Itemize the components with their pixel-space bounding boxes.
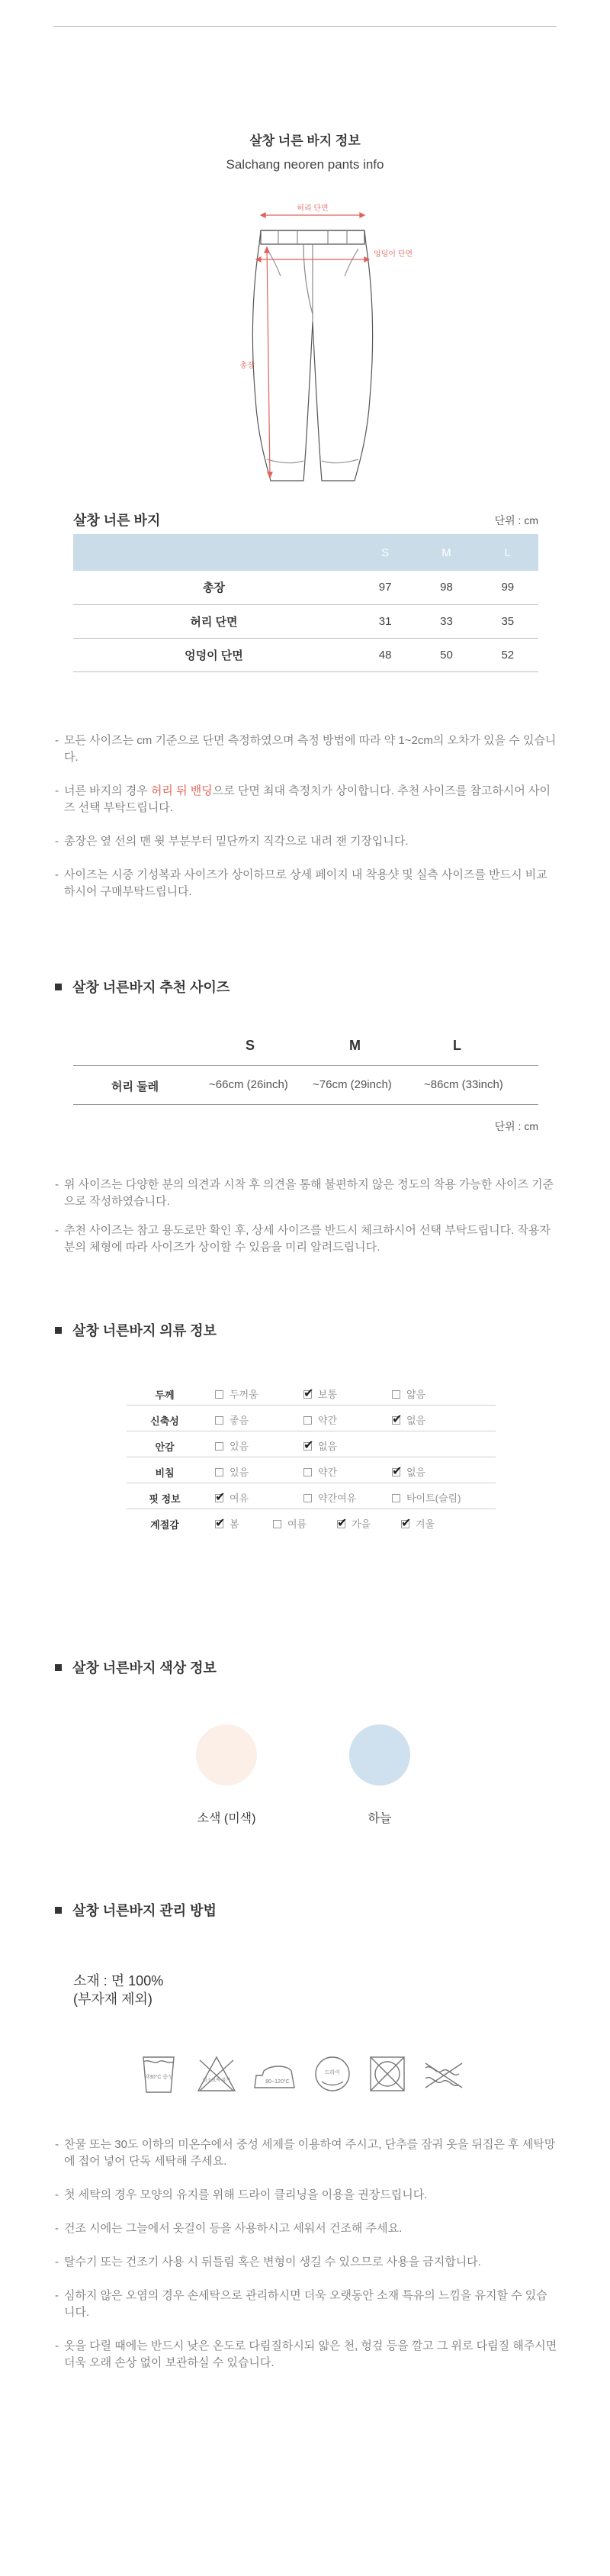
table-cell: 50: [416, 638, 477, 671]
care-section-title: 살창 너른바지 관리 방법: [55, 1900, 217, 1920]
no-tumble-dry-icon: [371, 2057, 404, 2091]
hip-label: 엉덩이 단면: [374, 250, 413, 259]
note-item: - 찬물 또는 30도 이하의 미온수에서 중성 세제를 이용하여 주시고, 단추를 잠궈 옷을 뒤집은 후 세탁망에 접어 넣어 단독 세탁해 주세요.: [55, 2136, 558, 2170]
svg-text:약30°C 중성: 약30°C 중성: [144, 2075, 173, 2080]
table-cell: ~66cm (26inch): [209, 1078, 288, 1091]
table-cell: 52: [477, 638, 538, 671]
svg-text:80~120°C: 80~120°C: [265, 2079, 290, 2085]
size-table-header-cell: [73, 534, 355, 571]
size-table-header-cell: L: [477, 534, 538, 571]
hand-wash-icon: [143, 2057, 174, 2092]
checkbox-icon: [303, 1468, 312, 1476]
size-table-unit: 단위 : cm: [494, 514, 538, 526]
checkbox-icon: [303, 1494, 312, 1502]
top-divider: [53, 26, 557, 27]
option: 타이트(슬림): [392, 1490, 461, 1505]
recommend-notes: [55, 1177, 558, 1261]
bullet-square-icon: [55, 1664, 62, 1671]
note-item: - 탈수기 또는 건조기 사용 시 뒤틀림 혹은 변형이 생길 수 있으므로 사용을 금지합니다.: [55, 2254, 558, 2271]
option: ✔ 없음: [392, 1464, 425, 1479]
color-swatch-skyblue: [349, 1724, 410, 1785]
color-section-title: 살창 너른바지 색상 정보: [55, 1657, 217, 1677]
option: ✔ 겨울: [401, 1516, 435, 1531]
recommend-unit: 단위 : cm: [494, 1120, 538, 1132]
care-symbols: [142, 2053, 470, 2098]
checkbox-checked-icon: [303, 1442, 312, 1451]
option: 약간: [303, 1412, 337, 1427]
option: ✔ 없음: [392, 1412, 425, 1427]
waist-label: 허리 단면: [297, 204, 329, 213]
rec-size-m: M: [349, 1038, 361, 1053]
note-item: - 위 사이즈는 다양한 분의 의견과 시착 후 의견을 통해 불편하지 않은 정도의 착용 가능한 사이즈 기준으로 작성하였습니다.: [55, 1177, 558, 1210]
option: ✔ 여유: [215, 1490, 249, 1505]
checkbox-checked-icon: [392, 1468, 400, 1476]
fabric-row-thickness: 두께 두꺼움 ✔ 보통 얇음: [127, 1380, 496, 1406]
row-label: 허리 단면: [73, 604, 355, 638]
table-cell: 98: [416, 571, 477, 604]
size-table-header-cell: M: [416, 534, 477, 571]
checkbox-icon: [392, 1390, 400, 1399]
note-item: - 옷을 다릴 때에는 반드시 낮은 온도로 다림질하시되 얇은 천, 헝겊 등을 깔고 그 위로 다림질 해주시면 더욱 오래 손상 없이 보관하실 수 있습니다.: [55, 2338, 558, 2372]
table-row: [73, 571, 538, 604]
option: 여름: [273, 1516, 307, 1531]
size-table-header-cell: S: [355, 534, 416, 571]
checkbox-checked-icon: [215, 1520, 223, 1528]
row-label: 총장: [73, 571, 355, 604]
length-arrow: [267, 247, 270, 478]
table-cell: 35: [477, 604, 538, 638]
checkbox-checked-icon: [392, 1416, 400, 1425]
iron-icon: [255, 2066, 294, 2088]
color-swatch-ivory: [196, 1724, 257, 1785]
rec-size-s: S: [246, 1038, 255, 1053]
bullet-square-icon: [55, 984, 62, 990]
highlight-text: 허리 뒤 밴딩: [150, 784, 213, 797]
option: ✔ 보통: [303, 1386, 337, 1401]
row-label: 허리 둘레: [111, 1080, 159, 1093]
note-item: - 총장은 옆 선의 맨 윗 부분부터 밑단까지 직각으로 내려 잰 기장입니다.: [55, 833, 558, 850]
table-row: [73, 638, 538, 671]
note-item: - 사이즈는 시중 기성복과 사이즈가 상이하므로 상세 페이지 내 착용샷 및 실측 사이즈를 반드시 비교하시어 구매부탁드립니다.: [55, 867, 558, 900]
pants-measurement-diagram: [236, 200, 413, 490]
svg-text:드라이: 드라이: [324, 2070, 341, 2075]
option: 얇음: [392, 1386, 425, 1401]
no-wring-icon: [425, 2063, 462, 2088]
fabric-row-sheer: 비침 있음 약간 ✔ 없음: [127, 1457, 496, 1483]
table-cell: 97: [355, 571, 416, 604]
bullet-square-icon: [55, 1907, 62, 1914]
option: 있음: [215, 1438, 249, 1453]
table-cell: ~76cm (29inch): [313, 1078, 392, 1091]
size-notes: [55, 733, 558, 916]
table-row: [73, 604, 538, 638]
fabric-row-season: 계절감 ✔ 봄 여름 ✔ 가을 ✔ 겨울: [127, 1509, 496, 1535]
checkbox-icon: [303, 1416, 312, 1425]
page-title: 살창 너른 바지 정보: [249, 134, 361, 148]
row-label: 엉덩이 단면: [73, 638, 355, 671]
option: 있음: [215, 1464, 249, 1479]
checkbox-icon: [273, 1520, 281, 1528]
checkbox-icon: [215, 1442, 223, 1451]
fabric-section-title: 살창 너른바지 의류 정보: [55, 1320, 217, 1340]
material-info: 소재 : 면 100% (부자재 제외): [73, 1973, 164, 2007]
note-item: - 건조 시에는 그늘에서 옷걸이 등을 사용하시고 세워서 건조해 주세요.: [55, 2220, 558, 2237]
table-cell: 31: [355, 604, 416, 638]
checkbox-icon: [215, 1390, 223, 1399]
table-cell: 99: [477, 571, 538, 604]
checkbox-icon: [392, 1494, 400, 1502]
option: ✔ 없음: [303, 1438, 337, 1453]
option: 약간여유: [303, 1490, 356, 1505]
checkbox-checked-icon: [337, 1520, 345, 1528]
size-table-header-row: [73, 534, 538, 571]
fabric-row-lining: 안감 있음 ✔ 없음: [127, 1431, 496, 1457]
checkbox-checked-icon: [303, 1390, 312, 1399]
page-subtitle: Salchang neoren pants info: [226, 157, 384, 172]
checkbox-icon: [215, 1468, 223, 1476]
rec-size-l: L: [453, 1038, 461, 1053]
option: 좋음: [215, 1412, 249, 1427]
option: 약간: [303, 1464, 337, 1479]
checkbox-checked-icon: [215, 1494, 223, 1502]
option: ✔ 봄: [215, 1516, 239, 1531]
checkbox-checked-icon: [401, 1520, 409, 1528]
note-item: - 너른 바지의 경우 허리 뒤 밴딩으로 단면 최대 측정치가 상이합니다. 추천 사이즈를 참고하시어 사이즈 선택 부탁드립니다.: [55, 783, 558, 816]
length-label: 총장: [239, 362, 255, 370]
recommend-row: [73, 1065, 538, 1105]
size-table-title: 살창 너른 바지: [73, 513, 161, 528]
checkbox-icon: [215, 1416, 223, 1425]
option: ✔ 가을: [337, 1516, 371, 1531]
size-table: [73, 534, 538, 672]
note-item: - 추천 사이즈는 참고 용도로만 확인 후, 상세 사이즈를 반드시 체크하시어 선택 부탁드립니다. 작용자분의 체형에 따라 사이즈가 상이할 수 있음을 미리 알려드립니다.: [55, 1222, 558, 1256]
recommend-section-title: 살창 너른바지 추천 사이즈: [55, 977, 230, 997]
svg-text:염소표백 불가: 염소표백 불가: [202, 2079, 231, 2083]
fabric-info-table: [127, 1380, 496, 1535]
table-cell: 48: [355, 638, 416, 671]
color-name: 소색 (미색): [197, 1812, 256, 1825]
option: 두꺼움: [215, 1386, 258, 1401]
note-item: - 첫 세탁의 경우 모양의 유지를 위해 드라이 클리닝을 이용을 권장드립니다.: [55, 2187, 558, 2204]
bullet-square-icon: [55, 1327, 62, 1334]
care-notes: [55, 2136, 558, 2388]
table-cell: 33: [416, 604, 477, 638]
table-cell: ~86cm (33inch): [424, 1078, 503, 1091]
fabric-row-fit: 핏 정보 ✔ 여유 약간여유 타이트(슬림): [127, 1483, 496, 1509]
no-bleach-icon: [198, 2057, 235, 2091]
note-item: - 모든 사이즈는 cm 기준으로 단면 측정하였으며 측정 방법에 따라 약 1~2cm의 오차가 있을 수 있습니다.: [55, 733, 558, 766]
note-item: - 심하지 않은 오염의 경우 손세탁으로 관리하시면 더욱 오랫동안 소재 특유의 느낌을 유지할 수 있습니다.: [55, 2288, 558, 2321]
color-name: 하늘: [368, 1812, 392, 1825]
fabric-row-stretch: 신축성 좋음 약간 ✔ 없음: [127, 1406, 496, 1431]
dry-clean-icon: [316, 2057, 349, 2091]
